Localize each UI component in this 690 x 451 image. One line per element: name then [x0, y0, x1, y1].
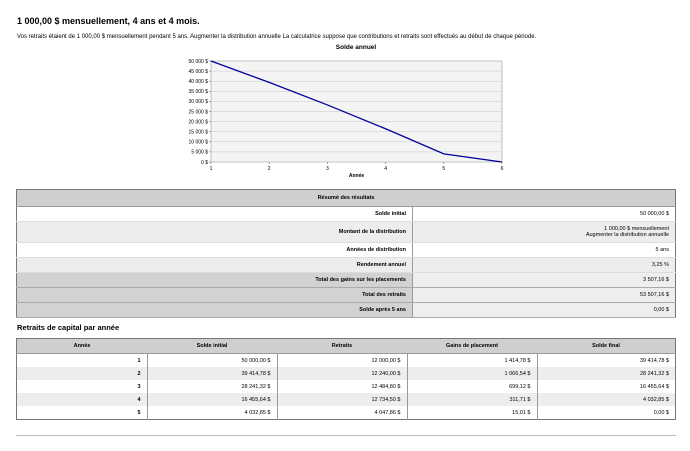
- summary-row-distribution-years: [17, 243, 676, 258]
- summary-value: 3,25 %: [413, 258, 676, 273]
- summary-value: 0,00 $: [413, 303, 676, 318]
- x-tick-label: 4: [384, 166, 387, 172]
- column-header-withdrawals: Retraits: [277, 339, 407, 354]
- column-header-year: Année: [17, 339, 148, 354]
- chart-title: Solde annuel: [335, 44, 377, 51]
- y-tick-label: 5 000 $: [191, 149, 208, 156]
- summary-label: Total des retraits: [17, 288, 413, 303]
- y-tick-label: 35 000 $: [188, 89, 208, 96]
- x-axis-label: Année: [348, 173, 365, 179]
- withdrawals-cell: 4 047,86 $: [277, 406, 407, 420]
- column-header-investment-gains: Gains de placement: [407, 339, 537, 354]
- summary-value: 5 ans: [413, 243, 676, 258]
- summary-label: Solde après 5 ans: [17, 303, 413, 318]
- summary-row-final-balance: [17, 303, 676, 318]
- investment-gains-cell: 15,01 $: [407, 406, 537, 420]
- table-row: [17, 380, 676, 393]
- summary-label: Total des gains sur les placements: [17, 273, 413, 288]
- results-summary-table: [16, 189, 676, 318]
- initial-balance-cell: 50 000,00 $: [147, 354, 277, 368]
- year-cell: 1: [17, 354, 148, 368]
- summary-row-total-withdrawals: [17, 288, 676, 303]
- summary-label: Solde initial: [17, 207, 413, 222]
- y-tick-label: 20 000 $: [188, 119, 208, 126]
- y-tick-label: 40 000 $: [188, 79, 208, 85]
- bottom-divider: [16, 435, 676, 436]
- x-tick-label: 5: [442, 166, 446, 172]
- withdrawals-cell: 12 734,50 $: [277, 393, 407, 406]
- y-tick-label: 0 $: [201, 159, 208, 166]
- annual-balance-chart: [180, 52, 520, 180]
- summary-label: Années de distribution: [17, 243, 413, 258]
- summary-value: [413, 222, 676, 243]
- final-balance-cell: 4 032,85 $: [537, 393, 676, 406]
- summary-value: 50 000,00 $: [413, 207, 676, 222]
- page-title: 1 000,00 $ mensuellement, 4 ans et 4 mois.: [17, 16, 200, 26]
- summary-value: 3 507,16 $: [413, 273, 676, 288]
- summary-row-total-gains: [17, 273, 676, 288]
- investment-gains-cell: 699,12 $: [407, 380, 537, 393]
- y-tick-label: 15 000 $: [188, 129, 208, 136]
- summary-header-row: [17, 190, 676, 207]
- initial-balance-cell: 28 241,32 $: [147, 380, 277, 393]
- final-balance-cell: 0,00 $: [653, 409, 669, 416]
- column-header-final-balance: Solde final: [537, 339, 676, 354]
- year-cell: 2: [17, 367, 148, 380]
- investment-gains-cell: 311,71 $: [407, 393, 537, 406]
- final-balance-cell: 28 241,32 $: [537, 367, 676, 380]
- summary-heading: Résumé des résultats: [17, 190, 676, 207]
- year-cell: 4: [17, 393, 148, 406]
- table-row: [17, 367, 676, 380]
- table-row: [17, 393, 676, 406]
- summary-row-annual-return: [17, 258, 676, 273]
- summary-value-line: Augmenter la distribution annuelle: [585, 232, 669, 238]
- y-tick-label: 45 000 $: [188, 68, 208, 75]
- yearly-section-title: Retraits de capital par année: [17, 323, 120, 332]
- column-header-initial-balance: Solde initial: [147, 339, 277, 354]
- summary-value-line: 1 000,00 $ mensuellement: [604, 226, 669, 232]
- yearly-withdrawals-table: [16, 338, 676, 420]
- x-tick-label: 6: [500, 166, 504, 172]
- initial-balance-cell: 4 032,85 $: [147, 406, 277, 420]
- summary-row-distribution-amount: [17, 222, 676, 243]
- year-cell: 5: [17, 406, 148, 420]
- withdrawals-cell: 12 240,00 $: [277, 367, 407, 380]
- investment-gains-cell: 1 414,78 $: [407, 354, 537, 368]
- y-tick-label: 10 000 $: [188, 139, 208, 146]
- summary-label: Rendement annuel: [17, 258, 413, 273]
- table-row: [17, 406, 676, 420]
- table-row: [17, 354, 676, 368]
- final-balance-cell: 16 455,64 $: [639, 383, 669, 390]
- final-balance-cell: 39 414,78 $: [639, 357, 669, 364]
- withdrawals-cell: 12 484,80 $: [277, 380, 407, 393]
- y-tick-label: 30 000 $: [188, 99, 208, 106]
- initial-balance-cell: 39 414,78 $: [147, 367, 277, 380]
- x-tick-label: 2: [267, 166, 271, 172]
- withdrawals-cell: 12 000,00 $: [277, 354, 407, 368]
- x-tick-label: 1: [209, 166, 213, 172]
- x-tick-label: 3: [326, 166, 329, 172]
- initial-balance-cell: 16 455,64 $: [147, 393, 277, 406]
- year-cell: 3: [17, 380, 148, 393]
- y-tick-label: 25 000 $: [188, 109, 208, 116]
- summary-label: Montant de la distribution: [17, 222, 413, 243]
- yearly-header-row: [17, 339, 676, 354]
- y-tick-label: 50 000 $: [188, 58, 208, 65]
- investment-gains-cell: 1 066,54 $: [407, 367, 537, 380]
- description-text: Vos retraits étaient de 1 000,00 $ mensuellement pendant 5 ans. Augmenter la distribution annuelle La calculatrice suppose que contributions et retraits sont effectués au début de chaque période.: [17, 34, 537, 40]
- summary-value: 53 507,16 $: [413, 288, 676, 303]
- summary-row-initial-balance: [17, 207, 676, 222]
